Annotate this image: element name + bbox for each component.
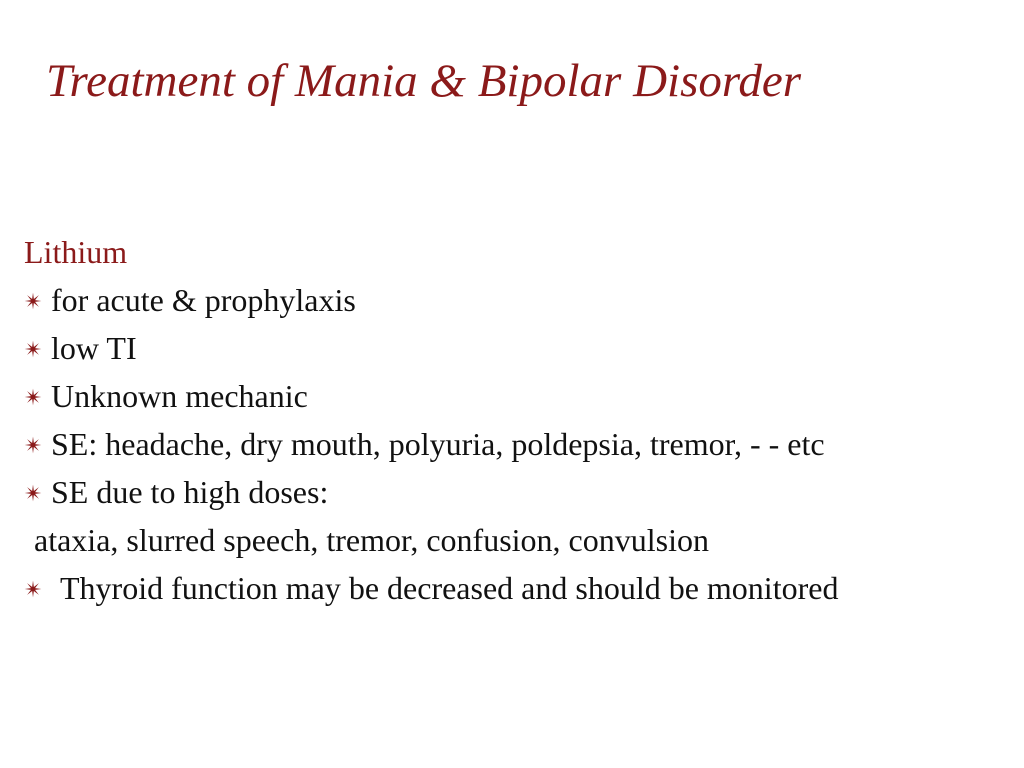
- section-heading-lithium: Lithium: [24, 234, 128, 270]
- star-bullet-icon: ✴: [24, 337, 43, 362]
- star-bullet-icon: ✴: [24, 481, 43, 506]
- bullet-text: Unknown mechanic: [51, 378, 308, 414]
- bullet-item: [24, 276, 1024, 324]
- star-bullet-icon: ✴: [24, 433, 43, 458]
- bullet-text: SE due to high doses:: [51, 474, 329, 510]
- bullet-continuation: [24, 516, 1024, 564]
- star-bullet-icon: ✴: [24, 289, 43, 314]
- bullet-item: [24, 564, 1024, 612]
- bullet-item: [24, 372, 1024, 420]
- bullet-text: for acute & prophylaxis: [51, 282, 356, 318]
- bullet-text: SE: headache, dry mouth, polyuria, poldepsia, tremor, - - etc: [51, 426, 825, 462]
- bullet-text: low TI: [51, 330, 137, 366]
- bullet-list: [24, 276, 1024, 612]
- star-bullet-icon: ✴: [24, 577, 43, 602]
- bullet-item: [24, 468, 1024, 516]
- star-bullet-icon: ✴: [24, 385, 43, 410]
- slide-content: [24, 228, 1024, 612]
- slide-title: Treatment of Mania & Bipolar Disorder: [46, 55, 802, 107]
- bullet-item: [24, 420, 1024, 468]
- bullet-text: ataxia, slurred speech, tremor, confusion, convulsion: [34, 522, 709, 558]
- bullet-item: [24, 324, 1024, 372]
- bullet-text: Thyroid function may be decreased and should be monitored: [60, 570, 839, 606]
